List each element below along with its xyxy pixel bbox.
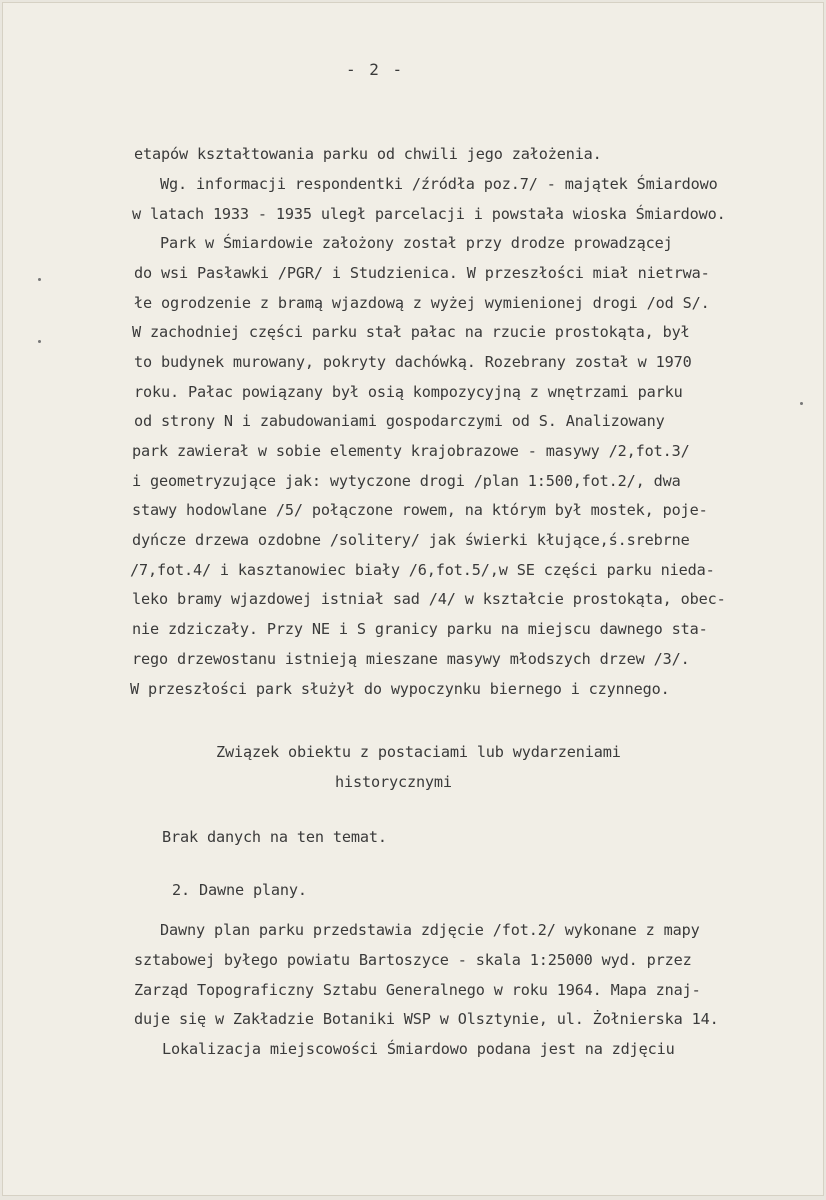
text-line: rego drzewostanu istnieją mieszane masywy młodszych drzew /3/. bbox=[132, 650, 690, 668]
text-line: W przeszłości park służył do wypoczynku biernego i czynnego. bbox=[130, 680, 670, 698]
scan-speck bbox=[38, 278, 41, 281]
scan-speck bbox=[38, 340, 41, 343]
text-line: dyńcze drzewa ozdobne /solitery/ jak świerki kłujące,ś.srebrne bbox=[132, 531, 690, 549]
text-line: etapów kształtowania parku od chwili jego założenia. bbox=[134, 145, 602, 163]
text-line: duje się w Zakładzie Botaniki WSP w Olsztynie, ul. Żołnierska 14. bbox=[134, 1010, 719, 1028]
text-line: Brak danych na ten temat. bbox=[162, 828, 387, 846]
text-line: W zachodniej części parku stał pałac na rzucie prostokąta, był bbox=[132, 323, 690, 341]
text-line: roku. Pałac powiązany był osią kompozycyjną z wnętrzami parku bbox=[134, 383, 683, 401]
text-line: stawy hodowlane /5/ połączone rowem, na którym był mostek, poje- bbox=[132, 501, 708, 519]
text-line: /7,fot.4/ i kasztanowiec biały /6,fot.5/,w SE części parku nieda- bbox=[130, 561, 715, 579]
text-line: łe ogrodzenie z bramą wjazdową z wyżej wymienionej drogi /od S/. bbox=[134, 294, 710, 312]
text-line: to budynek murowany, pokryty dachówką. Rozebrany został w 1970 bbox=[134, 353, 692, 371]
text-line: i geometryzujące jak: wytyczone drogi /plan 1:500,fot.2/, dwa bbox=[132, 472, 681, 490]
text-line: do wsi Pasławki /PGR/ i Studzienica. W przeszłości miał nietrwa- bbox=[134, 264, 710, 282]
text-line: w latach 1933 - 1935 uległ parcelacji i powstała wioska Śmiardowo. bbox=[132, 205, 726, 223]
text-line: Wg. informacji respondentki /źródła poz.7/ - majątek Śmiardowo bbox=[160, 175, 718, 193]
text-line: nie zdziczały. Przy NE i S granicy parku na miejscu dawnego sta- bbox=[132, 620, 708, 638]
section-heading: Związek obiektu z postaciami lub wydarzeniami bbox=[216, 743, 621, 761]
text-line: sztabowej byłego powiatu Bartoszyce - skala 1:25000 wyd. przez bbox=[134, 951, 692, 969]
text-line: Lokalizacja miejscowości Śmiardowo podana jest na zdjęciu bbox=[162, 1040, 675, 1058]
text-line: Park w Śmiardowie założony został przy drodze prowadzącej bbox=[160, 234, 673, 252]
text-line: leko bramy wjazdowej istniał sad /4/ w kształcie prostokąta, obec- bbox=[132, 590, 726, 608]
page-number: - 2 - bbox=[346, 60, 405, 79]
section-heading: 2. Dawne plany. bbox=[172, 881, 307, 899]
document-page bbox=[2, 2, 824, 1196]
text-line: od strony N i zabudowaniami gospodarczymi od S. Analizowany bbox=[134, 412, 665, 430]
text-line: park zawierał w sobie elementy krajobrazowe - masywy /2,fot.3/ bbox=[132, 442, 690, 460]
text-line: Zarząd Topograficzny Sztabu Generalnego w roku 1964. Mapa znaj- bbox=[134, 981, 701, 999]
section-heading: historycznymi bbox=[335, 773, 452, 791]
text-line: Dawny plan parku przedstawia zdjęcie /fot.2/ wykonane z mapy bbox=[160, 921, 700, 939]
scan-speck bbox=[800, 402, 803, 405]
